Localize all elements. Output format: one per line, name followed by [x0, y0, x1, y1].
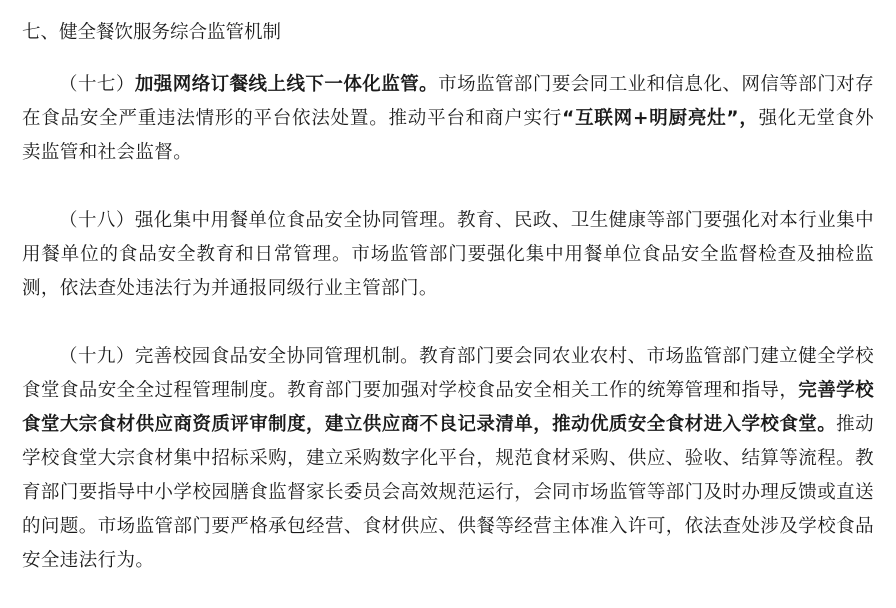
- para17-bold-title: 加强网络订餐线上线下一体化监管。: [134, 74, 439, 95]
- para17-bold-phrase: “互联网+明厨亮灶”，: [562, 108, 759, 129]
- para19-text-1: （十九）完善校园食品安全协同管理机制。教育部门要会同农业农村、市场监管部门建立健全学校食堂食品安全全过程管理制度。教育部门要加强对学校食品安全相关工作的统筹管理和指导，: [22, 346, 874, 401]
- paragraph-19: [22, 340, 874, 578]
- para19-text-2: 推动学校食堂大宗食材集中招标采购，建立采购数字化平台，规范食材采购、供应、验收、结算等流程。教育部门要指导中小学校园膳食监督家长委员会高效规范运行，会同市场监管等部门及时办理反馈或直送的问题。市场监管部门要严格承包经营、食材供应、供餐等经营主体准入许可，依法查处涉及学校食品安全违法行为。: [22, 414, 874, 571]
- para19-bold-phrase: 完善学校食堂大宗食材供应商资质评审制度，建立供应商不良记录清单，推动优质安全食材进入学校食堂。: [22, 380, 874, 435]
- paragraph-17: [22, 68, 874, 170]
- para17-text-2: 强化无堂食外卖监管和社会监督。: [22, 108, 874, 163]
- para17-text-1: 市场监管部门要会同工业和信息化、网信等部门对存在食品安全严重违法情形的平台依法处置。推动平台和商户实行: [22, 74, 875, 129]
- section-title: 七、健全餐饮服务综合监管机制: [22, 22, 282, 43]
- para18-text: （十八）强化集中用餐单位食品安全协同管理。教育、民政、卫生健康等部门要强化对本行业集中用餐单位的食品安全教育和日常管理。市场监管部门要强化集中用餐单位食品安全监督检查及抽检监测，依法查处违法行为并通报同级行业主管部门。: [22, 210, 874, 299]
- paragraph-18: [22, 204, 874, 306]
- para17-label: （十七）: [59, 74, 135, 95]
